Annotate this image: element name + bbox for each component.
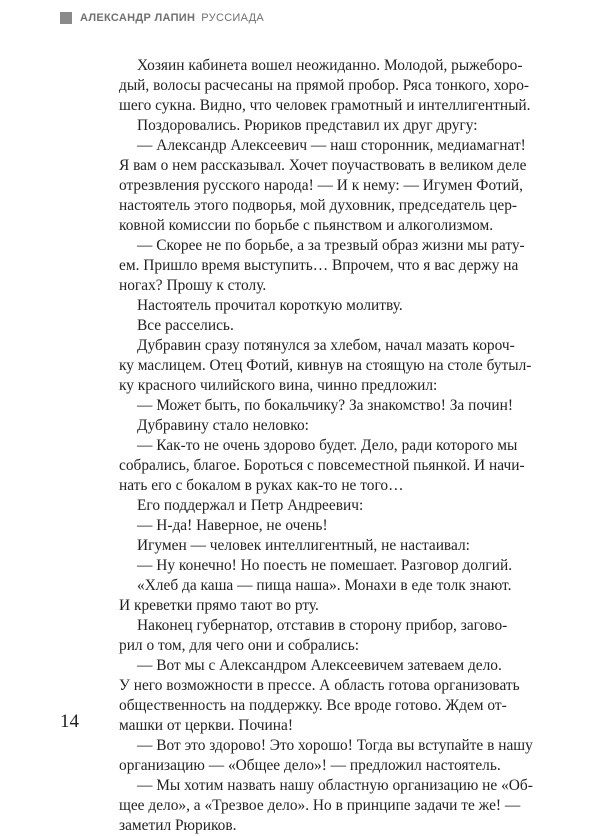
text-line: заметил Рюриков. (119, 817, 237, 834)
text-line: машки от церкви. Почина! (119, 717, 293, 734)
text-line: — Как-то не очень здорово будет. Дело, ради которого мы (137, 437, 518, 454)
text-line: щее дело», а «Трезвое дело». Но в принципе задачи те же! — (119, 797, 521, 814)
running-header (60, 12, 264, 24)
text-line: настоятель этого подворья, мой духовник, председатель цер- (119, 197, 518, 214)
text-line: Я вам о нем рассказывал. Хочет поучаствовать в великом деле (119, 157, 527, 174)
text-line: — Н-да! Наверное, не очень! (137, 517, 328, 534)
text-line: ем. Пришло время выступить… Впрочем, что я вас держу на (119, 257, 519, 274)
text-line: Игумен — человек интеллигентный, не настаивал: (137, 537, 470, 554)
header-author: АЛЕКСАНДР ЛАПИН (80, 12, 196, 24)
text-line: — Может быть, по бокальчику? За знакомство! За почин! (137, 397, 513, 414)
text-line: шего сукна. Видно, что человек грамотный и интеллигентный. (119, 97, 531, 114)
text-line: Наконец губернатор, отставив в сторону прибор, загово- (137, 617, 508, 634)
text-line: ковной комиссии по борьбе с пьянством и алкоголизмом. (119, 217, 494, 234)
text-line: У него возможности в прессе. А область готова организовать (119, 677, 520, 694)
text-line: Поздоровались. Рюриков представил их друг другу: (137, 117, 478, 134)
text-line: — Вот это здорово! Это хорошо! Тогда вы вступайте в нашу (137, 737, 533, 754)
text-line: собрались, благое. Бороться с повсеместной пьянкой. И начи- (119, 457, 525, 474)
text-line: общественность на поддержку. Все вроде готово. Ждем от- (119, 697, 507, 714)
text-line: Настоятель прочитал короткую молитву. (137, 297, 403, 314)
text-line: нать его с бокалом в руках как-то не того… (119, 477, 404, 494)
page-number: 14 (60, 711, 79, 732)
body-text (119, 56, 533, 836)
text-line: — Вот мы с Александром Алексеевичем затеваем дело. (137, 657, 502, 674)
text-line: Хозяин кабинета вошел неожиданно. Молодой, рыжеборо- (137, 57, 523, 74)
text-line: Его поддержал и Петр Андреевич: (137, 497, 364, 514)
text-line: организацию — «Общее дело»! — предложил настоятель. (119, 757, 501, 774)
header-book-title: РУССИАДА (201, 12, 265, 24)
text-line: — Ну конечно! Но поесть не помешает. Разговор долгий. (137, 557, 513, 574)
header-square-marker (60, 12, 72, 24)
text-line: ку красного чилийского вина, чинно предложил: (119, 377, 438, 394)
text-line: — Мы хотим назвать нашу областную организацию не «Об- (137, 777, 533, 794)
text-line: Дубравину стало неловко: (137, 417, 309, 434)
text-line: ногах? Прошу к столу. (119, 277, 267, 294)
text-line: — Скорее не по борьбе, а за трезвый образ жизни мы рату- (137, 237, 525, 254)
text-line: ку маслицем. Отец Фотий, кивнув на стоящую на столе бутыл- (119, 357, 532, 374)
text-line: Все расселись. (137, 317, 234, 334)
text-line: Дубравин сразу потянулся за хлебом, начал мазать короч- (137, 337, 515, 354)
text-line: — Александр Алексеевич — наш сторонник, медиамагнат! (137, 137, 526, 154)
text-line: «Хлеб да каша — пища наша». Монахи в еде толк знают. (137, 577, 512, 594)
text-line: отрезвления русского народа! — И к нему: — Игумен Фотий, (119, 177, 523, 194)
text-line: рил о том, для чего они и собрались: (119, 637, 360, 654)
text-line: И креветки прямо тают во рту. (119, 597, 319, 614)
text-line: дый, волосы расчесаны на прямой пробор. Ряса тонкого, хоро- (119, 77, 530, 94)
